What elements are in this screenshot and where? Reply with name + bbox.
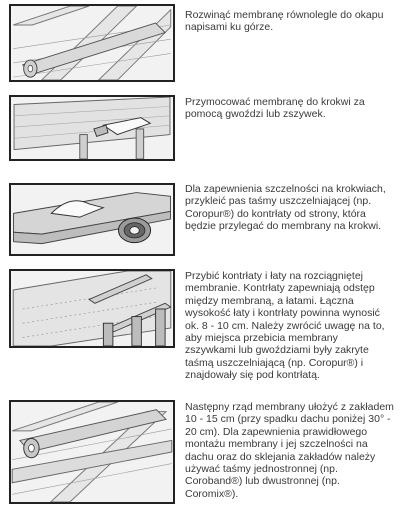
- counter-battens-icon: [11, 271, 173, 346]
- step-5-text: Następny rząd membrany ułożyć z zakładem 10 - 15 cm (przy spadku dachu poniżej 30° - 20 cm). Dla zapewnienia prawidłowego montażu membrany i jej szczelności na dachu oraz do sklejania zakładów należy używać taśmy jednostronnej (np. Coroband®) lub dwustronnej (np. Coromix®).: [185, 401, 394, 500]
- staple-membrane-icon: [11, 97, 173, 159]
- step-1-illustration: [9, 4, 175, 82]
- roll-membrane-icon: [11, 6, 173, 80]
- step-3-illustration: [9, 183, 175, 256]
- step-2-illustration: [9, 95, 175, 161]
- step-3-text: Dla zapewnienia szczelności na krokwiach, przykleić pas taśmy uszczelniającej (np. Coropur®) do kontrłaty od strony, która będzie przylegać do membrany na krokwi.: [185, 183, 386, 233]
- sealing-tape-icon: [11, 185, 173, 254]
- step-4-text: Przybić kontrłaty i łaty na rozciągniętej membranie. Kontrłaty zapewniają odstęp między membraną, a łatami. Łączna wysokość łaty i kontrłaty powinna wynosić ok. 8 - 10 cm. Należy zwrócić uwagę na to, aby miejsca przebicia membrany zszywkami lub gwoździami były zakryte taśmą uszczelniającą (np. Coropur®) i znajdowały się pod kontrłatą.: [185, 270, 385, 382]
- overlap-membrane-icon: [11, 402, 173, 502]
- step-5-illustration: [9, 400, 175, 504]
- step-1-text: Rozwinąć membranę równolegle do okapu napisami ku górze.: [185, 9, 384, 34]
- step-2-text: Przymocować membranę do krokwi za pomocą gwoździ lub zszywek.: [185, 96, 365, 121]
- step-4-illustration: [9, 269, 175, 348]
